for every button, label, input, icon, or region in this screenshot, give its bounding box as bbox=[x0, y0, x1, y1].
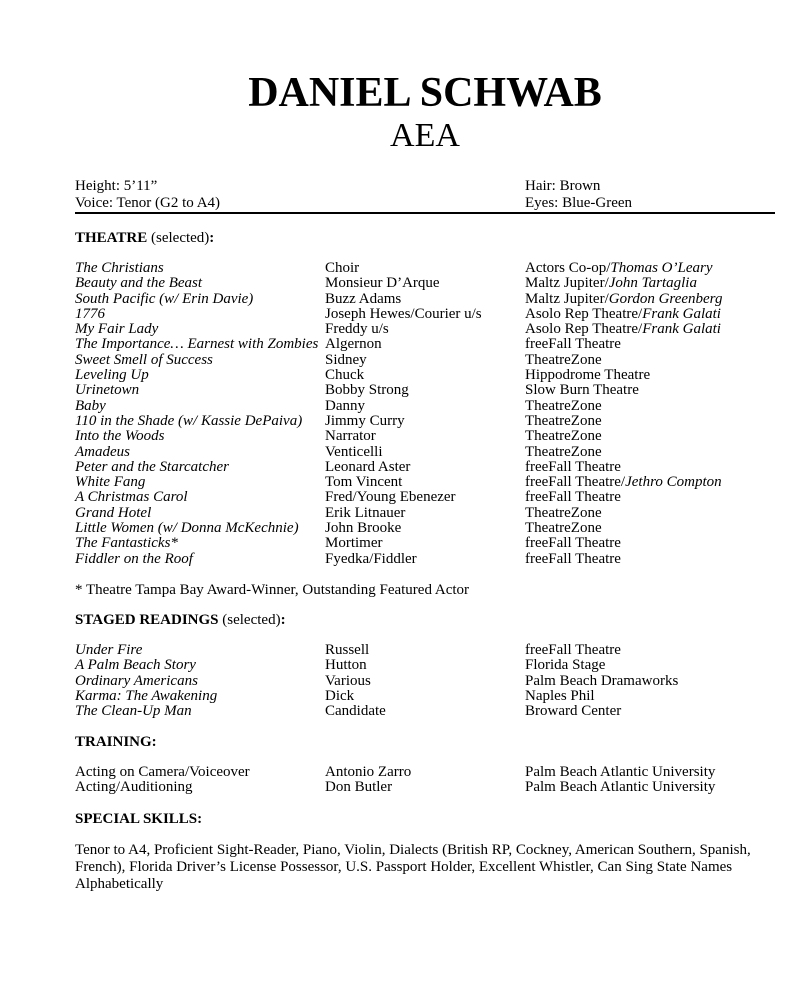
credit-role: Jimmy Curry bbox=[325, 412, 405, 429]
credit-company: Actors Co-op/ bbox=[525, 260, 611, 276]
table-row bbox=[75, 689, 795, 704]
credit-company bbox=[525, 307, 795, 322]
credit-role: Danny bbox=[325, 397, 365, 414]
credit-role: Sidney bbox=[325, 351, 367, 368]
credit-company: freeFall Theatre bbox=[525, 550, 621, 567]
table-row bbox=[75, 353, 795, 368]
table-row bbox=[75, 460, 795, 475]
credit-role: Freddy u/s bbox=[325, 321, 389, 338]
credit-role: John Brooke bbox=[325, 520, 402, 537]
credit-show: A Palm Beach Story bbox=[75, 657, 196, 674]
credit-company: freeFall Theatre bbox=[525, 458, 621, 475]
credit-company bbox=[525, 506, 795, 521]
credit-show: Into the Woods bbox=[75, 428, 165, 445]
credit-show: The Clean-Up Man bbox=[75, 703, 192, 720]
table-row bbox=[75, 445, 795, 460]
readings-heading-qualifier: (selected) bbox=[218, 612, 281, 628]
credit-company: Asolo Rep Theatre/ bbox=[525, 321, 643, 338]
credit-company: Florida Stage bbox=[525, 657, 606, 674]
table-row bbox=[75, 429, 795, 444]
credit-company bbox=[525, 276, 795, 291]
credit-show: The Christians bbox=[75, 260, 164, 276]
table-row bbox=[75, 674, 795, 689]
credit-company bbox=[525, 521, 795, 536]
credit-company: Maltz Jupiter/ bbox=[525, 290, 609, 307]
table-row bbox=[75, 307, 795, 322]
credit-company bbox=[525, 536, 795, 551]
credit-company: freeFall Theatre bbox=[525, 336, 621, 353]
credit-show: Amadeus bbox=[75, 443, 130, 460]
credit-role: Fred/Young Ebenezer bbox=[325, 489, 456, 506]
table-row bbox=[75, 506, 795, 521]
credit-director: Jethro Compton bbox=[625, 474, 722, 491]
credit-company: Naples Phil bbox=[525, 687, 595, 704]
theatre-heading-colon: : bbox=[209, 230, 215, 246]
credit-company bbox=[525, 689, 795, 704]
credit-role: Choir bbox=[325, 260, 360, 276]
union-affiliation: AEA bbox=[390, 117, 460, 154]
theatre-heading-label: THEATRE bbox=[75, 230, 148, 246]
theatre-heading bbox=[75, 230, 214, 247]
table-row bbox=[75, 536, 795, 551]
credit-company: Asolo Rep Theatre/ bbox=[525, 305, 643, 322]
credit-class: Acting on Camera/Voiceover bbox=[75, 764, 250, 780]
credit-company: freeFall Theatre bbox=[525, 642, 621, 658]
actor-name: DANIEL SCHWAB bbox=[248, 70, 602, 116]
credit-company bbox=[525, 643, 795, 658]
table-row bbox=[75, 337, 795, 352]
credit-company bbox=[525, 292, 795, 307]
credit-company bbox=[525, 383, 795, 398]
table-row bbox=[75, 414, 795, 429]
credit-school bbox=[525, 780, 795, 795]
credit-company bbox=[525, 368, 795, 383]
training-table bbox=[75, 765, 795, 796]
credit-show: 1776 bbox=[75, 305, 105, 322]
credit-show: White Fang bbox=[75, 474, 146, 491]
table-row bbox=[75, 704, 795, 719]
credit-company bbox=[525, 490, 795, 505]
credit-company bbox=[525, 353, 795, 368]
table-row bbox=[75, 658, 795, 673]
credit-company bbox=[525, 460, 795, 475]
credit-company: freeFall Theatre bbox=[525, 535, 621, 552]
readings-heading bbox=[75, 612, 286, 629]
header-divider bbox=[75, 212, 775, 214]
credit-class: Acting/Auditioning bbox=[75, 779, 193, 796]
credit-role: Hutton bbox=[325, 657, 367, 674]
credit-role: Russell bbox=[325, 642, 370, 658]
credit-show: Baby bbox=[75, 397, 106, 414]
readings-credits-table bbox=[75, 643, 795, 719]
credit-director: Thomas O’Leary bbox=[610, 260, 713, 276]
credit-show: Sweet Smell of Success bbox=[75, 351, 213, 368]
credit-company bbox=[525, 261, 795, 276]
credit-company: TheatreZone bbox=[525, 520, 602, 537]
hair-stat: Hair: Brown bbox=[525, 178, 601, 194]
credit-show: My Fair Lady bbox=[75, 321, 159, 338]
table-row bbox=[75, 475, 795, 490]
table-row bbox=[75, 261, 795, 276]
table-row bbox=[75, 276, 795, 291]
table-row bbox=[75, 552, 795, 567]
physical-stats bbox=[75, 178, 775, 212]
skills-heading-label: SPECIAL SKILLS: bbox=[75, 811, 203, 827]
table-row bbox=[75, 765, 795, 780]
credit-role: Various bbox=[325, 672, 371, 689]
credit-school bbox=[525, 765, 795, 780]
table-row bbox=[75, 292, 795, 307]
theatre-heading-qualifier: (selected) bbox=[147, 230, 210, 246]
skills-heading bbox=[75, 811, 202, 828]
credit-role: Mortimer bbox=[325, 535, 383, 552]
credit-company: Palm Beach Atlantic University bbox=[525, 779, 716, 796]
readings-heading-label: STAGED READINGS bbox=[75, 612, 219, 628]
credit-show: Grand Hotel bbox=[75, 504, 152, 521]
credit-role: Bobby Strong bbox=[325, 382, 409, 399]
credit-role: Algernon bbox=[325, 336, 382, 353]
table-row bbox=[75, 322, 795, 337]
theatre-footnote: * Theatre Tampa Bay Award-Winner, Outstanding Featured Actor bbox=[75, 582, 470, 598]
credit-company bbox=[525, 399, 795, 414]
credit-role: Fyedka/Fiddler bbox=[325, 550, 417, 567]
table-row bbox=[75, 521, 795, 536]
table-row bbox=[75, 383, 795, 398]
credit-company bbox=[525, 704, 795, 719]
credit-company: Hippodrome Theatre bbox=[525, 367, 651, 384]
credit-company: TheatreZone bbox=[525, 504, 602, 521]
credit-company: freeFall Theatre bbox=[525, 489, 621, 506]
credit-company bbox=[525, 445, 795, 460]
credit-show: The Fantasticks* bbox=[75, 535, 178, 552]
credit-company: Palm Beach Dramaworks bbox=[525, 672, 679, 689]
table-row bbox=[75, 399, 795, 414]
credit-show: Urinetown bbox=[75, 382, 140, 399]
credit-show: Leveling Up bbox=[75, 367, 149, 384]
credit-role: Tom Vincent bbox=[325, 474, 403, 491]
credit-role: Venticelli bbox=[325, 443, 383, 460]
credit-company: TheatreZone bbox=[525, 443, 602, 460]
credit-company: TheatreZone bbox=[525, 428, 602, 445]
credit-show: A Christmas Carol bbox=[75, 489, 188, 506]
credit-company bbox=[525, 337, 795, 352]
credit-show: Karma: The Awakening bbox=[75, 687, 218, 704]
credit-role: Leonard Aster bbox=[325, 458, 411, 475]
credit-role: Narrator bbox=[325, 428, 376, 445]
table-row bbox=[75, 490, 795, 505]
credit-company: Palm Beach Atlantic University bbox=[525, 764, 716, 780]
credit-company: TheatreZone bbox=[525, 397, 602, 414]
credit-director: John Tartaglia bbox=[608, 275, 697, 292]
credit-director: Gordon Greenberg bbox=[608, 290, 723, 307]
table-row bbox=[75, 780, 795, 795]
credit-company bbox=[525, 552, 795, 567]
credit-role: Buzz Adams bbox=[325, 290, 402, 307]
credit-show: South Pacific (w/ Erin Davie) bbox=[75, 290, 254, 307]
table-row bbox=[75, 643, 795, 658]
credit-teacher: Antonio Zarro bbox=[325, 764, 412, 780]
height-stat: Height: 5’11” bbox=[75, 178, 158, 194]
credit-company: Maltz Jupiter/ bbox=[525, 275, 609, 292]
credit-company: Slow Burn Theatre bbox=[525, 382, 639, 399]
credit-show: Under Fire bbox=[75, 642, 143, 658]
credit-company bbox=[525, 429, 795, 444]
credit-company bbox=[525, 658, 795, 673]
credit-company bbox=[525, 475, 795, 490]
table-row bbox=[75, 368, 795, 383]
credit-director: Frank Galati bbox=[642, 321, 721, 338]
training-heading-label: TRAINING: bbox=[75, 734, 157, 750]
credit-director: Frank Galati bbox=[642, 305, 721, 322]
readings-heading-colon: : bbox=[280, 612, 286, 628]
credit-company bbox=[525, 322, 795, 337]
credit-role: Joseph Hewes/Courier u/s bbox=[325, 305, 482, 322]
credit-show: Ordinary Americans bbox=[75, 672, 198, 689]
credit-show: 110 in the Shade (w/ Kassie DePaiva) bbox=[75, 412, 303, 429]
credit-role: Candidate bbox=[325, 703, 386, 720]
credit-company: freeFall Theatre/ bbox=[525, 474, 626, 491]
credit-company: Broward Center bbox=[525, 703, 622, 720]
credit-show: Little Women (w/ Donna McKechnie) bbox=[75, 520, 299, 537]
credit-show: Beauty and the Beast bbox=[75, 275, 203, 292]
voice-stat: Voice: Tenor (G2 to A4) bbox=[75, 195, 221, 211]
credit-role: Erik Litnauer bbox=[325, 504, 406, 521]
credit-company: TheatreZone bbox=[525, 351, 602, 368]
training-heading bbox=[75, 734, 157, 751]
credit-role: Monsieur D’Arque bbox=[325, 275, 440, 292]
eyes-stat: Eyes: Blue-Green bbox=[525, 195, 633, 211]
credit-company bbox=[525, 414, 795, 429]
credit-role: Dick bbox=[325, 687, 355, 704]
skills-text: Tenor to A4, Proficient Sight-Reader, Piano, Violin, Dialects (British RP, Cockney, American Southern, Spanish, French), Florida Driver’s License Possessor, U.S. Passport Holder, Excellent Whistler, Can Sing State Names Alphabetically bbox=[75, 842, 751, 892]
credit-company bbox=[525, 674, 795, 689]
credit-show: Peter and the Starcatcher bbox=[75, 458, 229, 475]
credit-show: The Importance… Earnest with Zombies bbox=[75, 336, 319, 353]
theatre-credits-table bbox=[75, 261, 795, 567]
credit-company: TheatreZone bbox=[525, 412, 602, 429]
credit-teacher: Don Butler bbox=[325, 779, 393, 796]
credit-show: Fiddler on the Roof bbox=[75, 550, 193, 567]
credit-role: Chuck bbox=[325, 367, 365, 384]
